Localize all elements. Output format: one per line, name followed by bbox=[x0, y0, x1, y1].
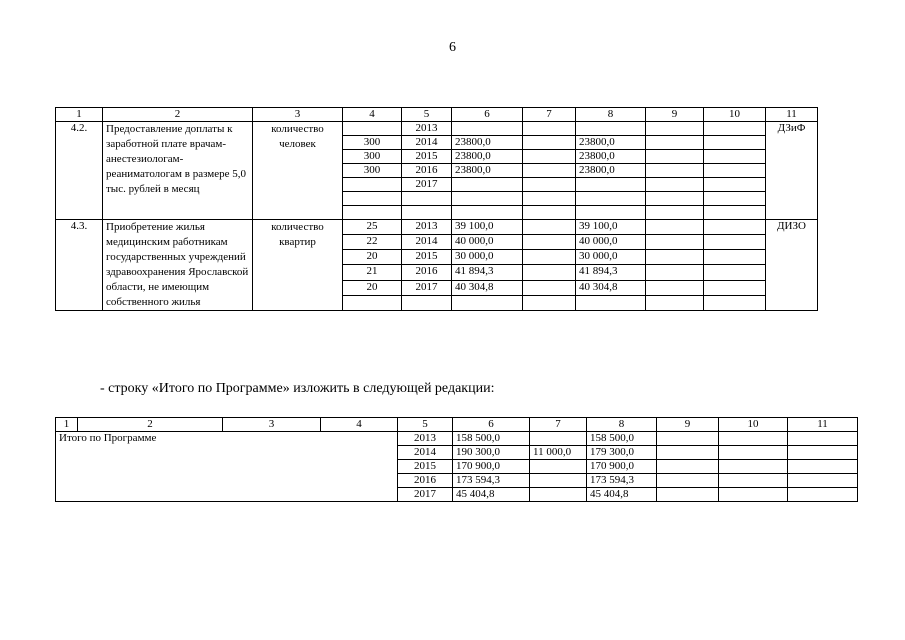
table-cell: 2013 bbox=[402, 122, 452, 136]
table-cell bbox=[402, 295, 452, 310]
table-cell bbox=[523, 295, 576, 310]
table-cell bbox=[523, 206, 576, 220]
table-cell bbox=[646, 192, 704, 206]
table-cell bbox=[788, 474, 858, 488]
table-cell: 25 bbox=[343, 220, 402, 235]
table-cell: 11 000,0 bbox=[530, 446, 587, 460]
column-header: 6 bbox=[453, 418, 530, 432]
table-cell: 2014 bbox=[398, 446, 453, 460]
table-row bbox=[56, 432, 858, 446]
column-header: 11 bbox=[788, 418, 858, 432]
table-cell bbox=[646, 220, 704, 235]
table-cell: 2016 bbox=[402, 265, 452, 280]
table-cell: 190 300,0 bbox=[453, 446, 530, 460]
column-header: 5 bbox=[398, 418, 453, 432]
table-cell: 20 bbox=[343, 280, 402, 295]
table-cell: 39 100,0 bbox=[452, 220, 523, 235]
column-header: 5 bbox=[402, 108, 452, 122]
column-header: 8 bbox=[587, 418, 657, 432]
column-header: 10 bbox=[719, 418, 788, 432]
table-cell: 30 000,0 bbox=[576, 250, 646, 265]
item-executor: ДЗиФ bbox=[766, 122, 818, 220]
table-cell: 2014 bbox=[402, 235, 452, 250]
instruction-text: - строку «Итого по Программе» изложить в следующей редакции: bbox=[100, 381, 495, 396]
table-cell bbox=[704, 178, 766, 192]
table-row bbox=[56, 220, 818, 235]
item-executor: ДИЗО bbox=[766, 220, 818, 311]
table-cell bbox=[343, 122, 402, 136]
table-cell bbox=[523, 265, 576, 280]
table-cell: 40 304,8 bbox=[452, 280, 523, 295]
table-cell: 2013 bbox=[398, 432, 453, 446]
table-cell bbox=[646, 295, 704, 310]
table-cell bbox=[343, 206, 402, 220]
table-cell bbox=[576, 178, 646, 192]
table-cell bbox=[343, 192, 402, 206]
table-cell bbox=[657, 432, 719, 446]
table-cell bbox=[704, 164, 766, 178]
table-cell bbox=[646, 250, 704, 265]
total-table bbox=[55, 417, 858, 502]
table-cell bbox=[719, 446, 788, 460]
table-cell bbox=[523, 178, 576, 192]
table-cell bbox=[452, 295, 523, 310]
table-cell: 300 bbox=[343, 150, 402, 164]
table-cell bbox=[523, 280, 576, 295]
table-cell bbox=[646, 122, 704, 136]
table-cell bbox=[657, 446, 719, 460]
table-cell bbox=[343, 178, 402, 192]
table-cell bbox=[719, 488, 788, 502]
table-cell: 2013 bbox=[402, 220, 452, 235]
table-cell: 2016 bbox=[398, 474, 453, 488]
table-cell bbox=[719, 432, 788, 446]
table-cell: 45 404,8 bbox=[453, 488, 530, 502]
table-cell bbox=[719, 460, 788, 474]
table-cell: 23800,0 bbox=[452, 136, 523, 150]
table-cell: 2015 bbox=[398, 460, 453, 474]
column-header: 7 bbox=[530, 418, 587, 432]
table-cell bbox=[343, 295, 402, 310]
table-row bbox=[56, 122, 818, 136]
column-header: 6 bbox=[452, 108, 523, 122]
table-cell: 158 500,0 bbox=[587, 432, 657, 446]
table-cell bbox=[523, 192, 576, 206]
table-cell bbox=[704, 265, 766, 280]
table-cell bbox=[657, 488, 719, 502]
table-cell bbox=[523, 136, 576, 150]
table-cell bbox=[646, 265, 704, 280]
table-cell bbox=[452, 192, 523, 206]
table-cell: 2015 bbox=[402, 150, 452, 164]
table-cell bbox=[657, 460, 719, 474]
program-table bbox=[55, 107, 818, 311]
table-cell bbox=[523, 122, 576, 136]
table-cell bbox=[704, 235, 766, 250]
page-number: 6 bbox=[449, 40, 456, 55]
table-cell bbox=[530, 474, 587, 488]
table-cell bbox=[646, 206, 704, 220]
table-cell bbox=[646, 164, 704, 178]
table-cell bbox=[576, 192, 646, 206]
table-cell: 2017 bbox=[402, 280, 452, 295]
table-cell: 22 bbox=[343, 235, 402, 250]
table-cell bbox=[788, 488, 858, 502]
table-cell: 23800,0 bbox=[452, 164, 523, 178]
item-number: 4.3. bbox=[56, 220, 103, 311]
table-cell: 41 894,3 bbox=[576, 265, 646, 280]
table-cell bbox=[657, 474, 719, 488]
total-label: Итого по Программе bbox=[56, 432, 398, 502]
table-cell bbox=[452, 178, 523, 192]
table-cell bbox=[788, 460, 858, 474]
table-cell bbox=[523, 220, 576, 235]
table-cell: 45 404,8 bbox=[587, 488, 657, 502]
item-number: 4.2. bbox=[56, 122, 103, 220]
table-cell bbox=[704, 192, 766, 206]
table-cell bbox=[704, 136, 766, 150]
table-cell: 2017 bbox=[402, 178, 452, 192]
table-cell bbox=[576, 295, 646, 310]
table-cell bbox=[523, 235, 576, 250]
table-cell bbox=[530, 460, 587, 474]
table-cell bbox=[530, 432, 587, 446]
table-cell bbox=[576, 206, 646, 220]
item-name: Предоставление доплаты к заработной плате врачам-анестезиологам-реаниматологам в размере 5,0 тыс. рублей в месяц bbox=[103, 122, 253, 220]
item-unit: количество человек bbox=[253, 122, 343, 220]
table-cell bbox=[646, 178, 704, 192]
column-header: 2 bbox=[103, 108, 253, 122]
column-header: 1 bbox=[56, 108, 103, 122]
table-cell bbox=[704, 220, 766, 235]
table-cell: 23800,0 bbox=[452, 150, 523, 164]
column-header: 3 bbox=[223, 418, 321, 432]
table-cell bbox=[452, 206, 523, 220]
table-cell: 173 594,3 bbox=[453, 474, 530, 488]
column-header: 3 bbox=[253, 108, 343, 122]
table-cell: 2017 bbox=[398, 488, 453, 502]
table-cell bbox=[530, 488, 587, 502]
table-cell bbox=[704, 206, 766, 220]
table-cell bbox=[788, 432, 858, 446]
table-cell bbox=[402, 206, 452, 220]
column-header: 9 bbox=[646, 108, 704, 122]
table-cell bbox=[646, 150, 704, 164]
table-cell bbox=[523, 150, 576, 164]
column-header: 10 bbox=[704, 108, 766, 122]
table-cell bbox=[704, 280, 766, 295]
header-row bbox=[56, 418, 858, 432]
header-row bbox=[56, 108, 818, 122]
table-cell bbox=[646, 136, 704, 150]
item-name: Приобретение жилья медицинским работникам государственных учреждений здравоохранения Ярославской области, не имеющим собственного жилья bbox=[103, 220, 253, 311]
table-cell bbox=[788, 446, 858, 460]
table-cell: 300 bbox=[343, 136, 402, 150]
column-header: 2 bbox=[78, 418, 223, 432]
table-cell bbox=[523, 164, 576, 178]
table-cell: 20 bbox=[343, 250, 402, 265]
item-unit: количество квартир bbox=[253, 220, 343, 311]
table-cell bbox=[576, 122, 646, 136]
table-cell: 2014 bbox=[402, 136, 452, 150]
table-cell bbox=[704, 250, 766, 265]
table-cell: 170 900,0 bbox=[453, 460, 530, 474]
table-cell bbox=[523, 250, 576, 265]
table-cell: 170 900,0 bbox=[587, 460, 657, 474]
column-header: 7 bbox=[523, 108, 576, 122]
table-cell bbox=[704, 122, 766, 136]
table-cell: 40 000,0 bbox=[576, 235, 646, 250]
table-cell bbox=[402, 192, 452, 206]
table-cell: 23800,0 bbox=[576, 150, 646, 164]
table-cell: 23800,0 bbox=[576, 136, 646, 150]
column-header: 11 bbox=[766, 108, 818, 122]
table-cell: 39 100,0 bbox=[576, 220, 646, 235]
table-cell: 40 304,8 bbox=[576, 280, 646, 295]
column-header: 9 bbox=[657, 418, 719, 432]
table-cell: 2015 bbox=[402, 250, 452, 265]
table-cell: 40 000,0 bbox=[452, 235, 523, 250]
column-header: 4 bbox=[321, 418, 398, 432]
column-header: 4 bbox=[343, 108, 402, 122]
table-cell: 158 500,0 bbox=[453, 432, 530, 446]
table-cell: 30 000,0 bbox=[452, 250, 523, 265]
table-cell: 41 894,3 bbox=[452, 265, 523, 280]
table-cell bbox=[646, 280, 704, 295]
column-header: 8 bbox=[576, 108, 646, 122]
table-cell: 179 300,0 bbox=[587, 446, 657, 460]
table-cell: 21 bbox=[343, 265, 402, 280]
table-cell: 300 bbox=[343, 164, 402, 178]
table-cell bbox=[704, 150, 766, 164]
table-cell bbox=[704, 295, 766, 310]
table-cell: 173 594,3 bbox=[587, 474, 657, 488]
table-cell bbox=[452, 122, 523, 136]
table-cell: 2016 bbox=[402, 164, 452, 178]
table-cell bbox=[719, 474, 788, 488]
table-cell: 23800,0 bbox=[576, 164, 646, 178]
column-header: 1 bbox=[56, 418, 78, 432]
table-cell bbox=[646, 235, 704, 250]
